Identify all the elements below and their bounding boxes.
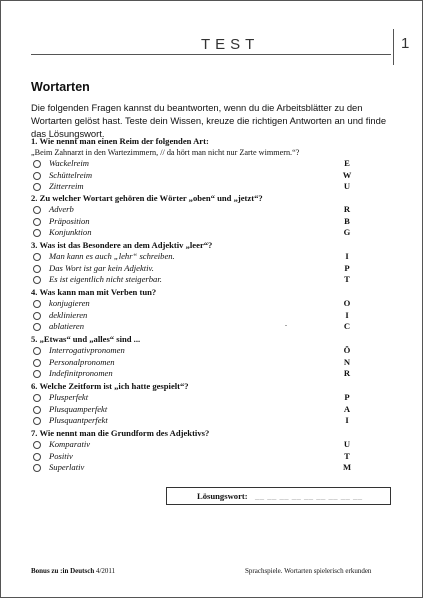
question-title: 2. Zu welcher Wortart gehören die Wörter „oben“ und „jetzt“? xyxy=(31,193,263,203)
radio-circle-icon[interactable] xyxy=(33,206,41,214)
section-title: Wortarten xyxy=(31,80,90,94)
radio-circle-icon[interactable] xyxy=(33,370,41,378)
answer-option[interactable] xyxy=(31,321,391,333)
footer-topic: Sprachspiele. Wortarten spielerisch erkunden xyxy=(245,567,372,575)
solution-letter: I xyxy=(345,415,349,425)
option-text: Zitterreim xyxy=(49,181,84,191)
option-text: Präposition xyxy=(49,215,90,226)
answer-option[interactable] xyxy=(31,462,391,474)
answer-option[interactable] xyxy=(31,251,391,263)
solution-letter: E xyxy=(344,158,350,168)
solution-word-box[interactable] xyxy=(166,487,391,505)
footer-issue: 4/2011 xyxy=(95,567,116,575)
answer-option[interactable] xyxy=(31,415,391,427)
question-title: 5. „Etwas“ und „alles“ sind ... xyxy=(31,334,141,344)
solution-letter: U xyxy=(343,439,351,449)
option-text: konjugieren xyxy=(49,298,90,308)
option-text: Man kann es auch „lehr“ schreiben. xyxy=(49,251,175,261)
solution-letter: G xyxy=(343,227,351,237)
solution-letter: P xyxy=(344,392,350,402)
radio-circle-icon[interactable] xyxy=(33,253,41,261)
solution-letter: N xyxy=(343,356,351,367)
option-text: Interrogativpronomen xyxy=(49,345,125,355)
option-text: Das Wort ist gar kein Adjektiv. xyxy=(49,262,154,273)
radio-circle-icon[interactable] xyxy=(33,265,41,273)
answer-option[interactable] xyxy=(31,451,391,463)
footer-source xyxy=(31,567,115,575)
option-text: Superlativ xyxy=(49,462,85,472)
solution-letter: M xyxy=(342,462,352,472)
answer-option[interactable] xyxy=(31,170,391,182)
question-6 xyxy=(31,380,391,427)
option-text: Plusperfekt xyxy=(49,392,89,402)
answer-option[interactable] xyxy=(31,274,391,286)
solution-label: Lösungswort: xyxy=(197,491,248,501)
option-text: Wackelreim xyxy=(49,158,89,168)
radio-circle-icon[interactable] xyxy=(33,218,41,226)
answer-option[interactable] xyxy=(31,392,391,404)
answer-option[interactable] xyxy=(31,263,391,275)
answer-option[interactable] xyxy=(31,298,391,310)
question-title: 4. Was kann man mit Verben tun? xyxy=(31,287,157,297)
answer-option[interactable] xyxy=(31,404,391,416)
header-rule xyxy=(31,54,391,55)
answer-option[interactable] xyxy=(31,158,391,170)
solution-letter: U xyxy=(343,181,351,191)
option-text: Es ist eigentlich nicht steigerbar. xyxy=(49,274,162,284)
answer-option[interactable] xyxy=(31,227,391,239)
question-quote: „Beim Zahnarzt in den Wartezimmern, // da hört man nicht nur Zarte wimmern.“? xyxy=(31,148,300,157)
question-1 xyxy=(31,135,391,193)
question-title: 7. Wie nennt man die Grundform des Adjektivs? xyxy=(31,428,210,438)
solution-letter: C xyxy=(343,321,351,331)
answer-option[interactable] xyxy=(31,368,391,380)
radio-circle-icon[interactable] xyxy=(33,183,41,191)
question-7 xyxy=(31,427,391,474)
radio-circle-icon[interactable] xyxy=(33,394,41,402)
option-text: ablatieren xyxy=(49,321,85,331)
radio-circle-icon[interactable] xyxy=(33,276,41,284)
solution-letter: B xyxy=(344,215,350,226)
solution-letter: R xyxy=(343,368,351,378)
solution-letter: Ö xyxy=(343,345,351,355)
question-title: 3. Was ist das Besondere an dem Adjektiv „leer“? xyxy=(31,240,213,250)
header-divider xyxy=(393,29,394,65)
solution-letter: W xyxy=(342,169,352,180)
radio-circle-icon[interactable] xyxy=(33,406,41,414)
radio-circle-icon[interactable] xyxy=(33,300,41,308)
solution-letter: P xyxy=(344,262,350,273)
option-text: Personalpronomen xyxy=(49,356,115,367)
answer-option[interactable] xyxy=(31,357,391,369)
page-number: 1 xyxy=(401,35,410,52)
answer-option[interactable] xyxy=(31,181,391,193)
solution-letter: A xyxy=(343,403,351,414)
radio-circle-icon[interactable] xyxy=(33,347,41,355)
radio-circle-icon[interactable] xyxy=(33,453,41,461)
question-3 xyxy=(31,239,391,286)
radio-circle-icon[interactable] xyxy=(33,229,41,237)
option-text: Komparativ xyxy=(49,439,91,449)
question-2 xyxy=(31,192,391,239)
footer-magazine: Bonus zu :in Deutsch xyxy=(31,567,95,575)
answer-option[interactable] xyxy=(31,310,391,322)
option-text: Plusquamperfekt xyxy=(49,403,108,414)
stray-dot: . xyxy=(285,319,287,328)
option-text: Indefinitpronomen xyxy=(49,368,113,378)
question-4 xyxy=(31,286,391,333)
answer-option[interactable] xyxy=(31,204,391,216)
option-text: Konjunktion xyxy=(49,227,92,237)
answer-option[interactable] xyxy=(31,345,391,357)
answer-option[interactable] xyxy=(31,439,391,451)
radio-circle-icon[interactable] xyxy=(33,160,41,168)
intro-text: Die folgenden Fragen kannst du beantworten, wenn du die Arbeitsblätter zu den Wortarten gelöst hast. Teste dein Wissen, kreuze die richtigen Antworten an und finde das Lösungswort. xyxy=(31,102,387,139)
solution-blanks[interactable]: __ __ __ __ __ __ __ __ __ xyxy=(255,491,363,501)
option-text: Positiv xyxy=(49,450,73,461)
option-text: Adverb xyxy=(49,204,74,214)
solution-letter: O xyxy=(343,298,351,308)
question-title: 6. Welche Zeitform ist „ich hatte gespielt“? xyxy=(31,381,189,391)
solution-letter: I xyxy=(345,309,349,320)
option-text: Plusquantperfekt xyxy=(49,415,108,425)
answer-option[interactable] xyxy=(31,216,391,228)
radio-circle-icon[interactable] xyxy=(33,172,41,180)
radio-circle-icon[interactable] xyxy=(33,359,41,367)
radio-circle-icon[interactable] xyxy=(33,323,41,331)
option-text: Schüttelreim xyxy=(49,169,93,180)
question-title: 1. Wie nennt man einen Reim der folgenden Art: xyxy=(31,136,209,146)
radio-circle-icon[interactable] xyxy=(33,441,41,449)
solution-letter: R xyxy=(343,204,351,214)
test-heading: TEST xyxy=(201,36,260,53)
solution-letter: T xyxy=(344,274,350,284)
solution-letter: T xyxy=(344,450,350,461)
option-text: deklinieren xyxy=(49,309,88,320)
radio-circle-icon[interactable] xyxy=(33,312,41,320)
radio-circle-icon[interactable] xyxy=(33,417,41,425)
radio-circle-icon[interactable] xyxy=(33,464,41,472)
solution-letter: I xyxy=(345,251,349,261)
question-5 xyxy=(31,333,391,380)
